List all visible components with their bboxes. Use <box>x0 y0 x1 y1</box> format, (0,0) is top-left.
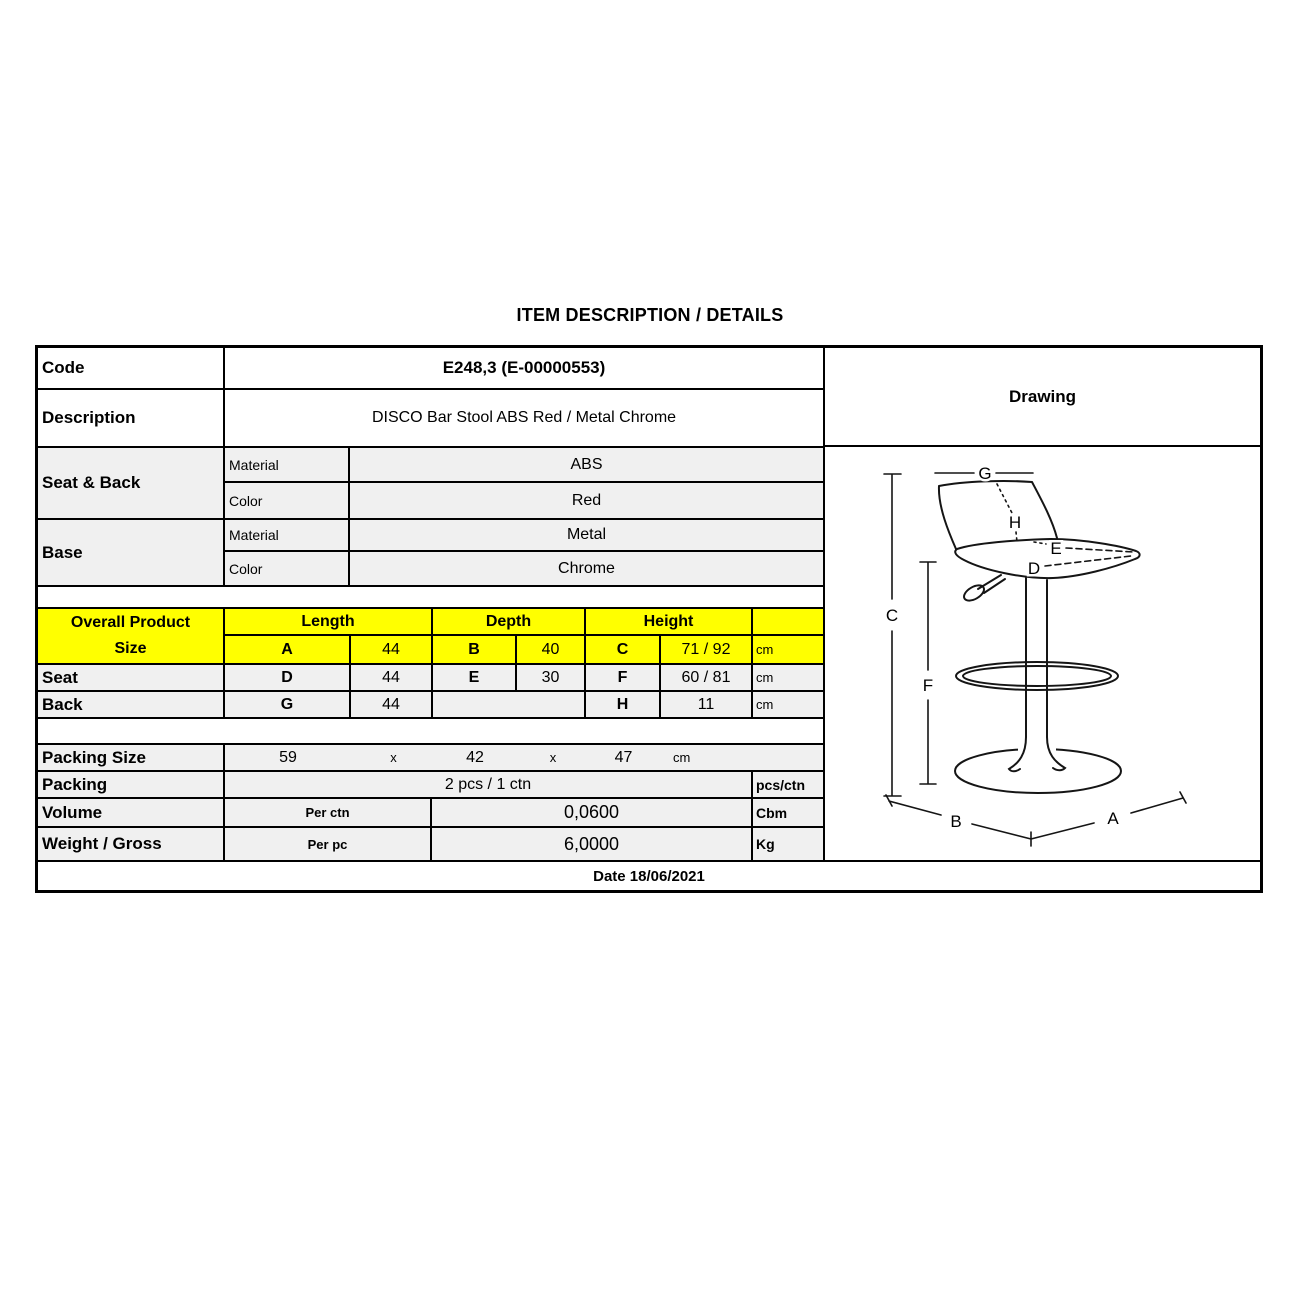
spec-table-main <box>38 348 1260 860</box>
weight-basis: Per pc <box>225 828 432 860</box>
code-value: E248,3 (E-00000553) <box>442 358 606 377</box>
size-header-blank <box>753 609 823 634</box>
back-height-key: H <box>586 692 661 717</box>
stool-column <box>1026 578 1047 737</box>
code-row <box>38 348 823 390</box>
size-overall-row <box>225 636 823 663</box>
packing-value: 2 pcs / 1 ctn <box>225 772 751 797</box>
base-section <box>38 520 823 587</box>
height-header: Height <box>586 609 753 634</box>
depth-header: Depth <box>433 609 586 634</box>
dim-label-f: F <box>922 676 934 695</box>
seat-unit: cm <box>753 665 823 690</box>
date-value: Date 18/06/2021 <box>593 867 705 885</box>
packing-size-sep1: x <box>390 750 397 765</box>
dim-label-h: H <box>1008 513 1022 532</box>
dim-line-f <box>920 562 936 784</box>
dim-label-g: G <box>978 464 992 483</box>
seat-back-label: Seat & Back <box>38 448 225 518</box>
page-title: ITEM DESCRIPTION / DETAILS <box>516 305 784 325</box>
seat-back-color-row <box>225 483 823 518</box>
base-material-row <box>225 520 823 552</box>
weight-unit: Kg <box>751 828 823 860</box>
overall-depth-key: B <box>433 636 517 663</box>
seat-back-material-row <box>225 448 823 483</box>
packing-size-d1: 59 <box>279 748 297 766</box>
packing-row <box>38 772 823 799</box>
size-seat-row <box>38 665 823 692</box>
weight-row <box>38 828 823 860</box>
seat-height-key: F <box>586 665 661 690</box>
size-table-header <box>38 609 823 665</box>
seat-back-material-label: Material <box>225 448 350 481</box>
spec-table <box>35 345 1263 893</box>
dim-label-e: E <box>1050 539 1062 558</box>
base-material-value: Metal <box>350 520 823 550</box>
drawing-area <box>825 447 1260 860</box>
volume-label: Volume <box>38 799 225 826</box>
back-height-value: 11 <box>661 692 753 717</box>
seat-back-section <box>38 448 823 520</box>
overall-depth-value: 40 <box>517 636 586 663</box>
packing-size-label: Packing Size <box>38 745 225 770</box>
back-depth-blank <box>433 692 586 717</box>
dim-label-b: B <box>950 812 962 831</box>
overall-length-value: 44 <box>351 636 433 663</box>
overall-product-size-label <box>38 609 225 663</box>
dim-line-c <box>884 474 901 796</box>
seat-depth-key: E <box>433 665 517 690</box>
dim-line-e2 <box>1034 542 1046 544</box>
seat-length-key: D <box>225 665 351 690</box>
size-header-groups <box>225 609 823 636</box>
date-row <box>38 860 1260 890</box>
stool-lever <box>961 575 1005 604</box>
details-panel <box>38 348 825 860</box>
seat-height-value: 60 / 81 <box>661 665 753 690</box>
base-color-value: Chrome <box>350 552 823 585</box>
back-length-key: G <box>225 692 351 717</box>
description-row <box>38 390 823 448</box>
base-color-row <box>225 552 823 585</box>
back-length-value: 44 <box>351 692 433 717</box>
stool-seat <box>955 539 1139 578</box>
weight-label: Weight / Gross <box>38 828 225 860</box>
stool-footrest-ring <box>956 662 1118 690</box>
seat-length-value: 44 <box>351 665 433 690</box>
spacer-row-2 <box>38 719 823 745</box>
size-back-row <box>38 692 823 719</box>
overall-height-value: 71 / 92 <box>661 636 753 663</box>
description-label: Description <box>38 390 225 446</box>
packing-size-d3: 47 <box>614 748 633 766</box>
base-material-label: Material <box>225 520 350 550</box>
seat-depth-value: 30 <box>517 665 586 690</box>
packing-size-d2: 42 <box>466 748 484 766</box>
back-unit: cm <box>753 692 823 717</box>
volume-basis: Per ctn <box>225 799 432 826</box>
drawing-panel <box>825 348 1260 860</box>
description-value: DISCO Bar Stool ABS Red / Metal Chrome <box>371 409 677 426</box>
code-label: Code <box>38 348 225 388</box>
volume-value: 0,0600 <box>432 799 751 826</box>
volume-unit: Cbm <box>751 799 823 826</box>
packing-unit: pcs/ctn <box>751 772 823 797</box>
base-color-label: Color <box>225 552 350 585</box>
dim-label-c: C <box>885 606 899 625</box>
overall-length-key: A <box>225 636 351 663</box>
seat-row-label: Seat <box>38 665 225 690</box>
packing-size-sep2: x <box>549 750 557 765</box>
back-row-label: Back <box>38 692 225 717</box>
base-label: Base <box>38 520 225 585</box>
seat-back-material-value: ABS <box>350 448 823 481</box>
packing-size-row <box>38 745 823 772</box>
dim-label-d: D <box>1027 559 1041 578</box>
dim-label-a: A <box>1107 809 1119 828</box>
packing-size-values <box>225 745 823 770</box>
spacer-row-1 <box>38 587 823 609</box>
seat-back-color-label: Color <box>225 483 350 518</box>
seat-back-color-value: Red <box>350 483 823 518</box>
weight-value: 6,0000 <box>432 828 751 860</box>
overall-height-key: C <box>586 636 661 663</box>
packing-label: Packing <box>38 772 225 797</box>
volume-row <box>38 799 823 828</box>
length-header: Length <box>225 609 433 634</box>
bar-stool-drawing <box>825 447 1264 855</box>
drawing-header: Drawing <box>825 348 1260 447</box>
overall-product-line2: Size <box>114 640 147 657</box>
overall-product-line1: Overall Product <box>70 614 191 631</box>
packing-size-unit: cm <box>673 750 691 765</box>
overall-unit: cm <box>753 636 823 663</box>
